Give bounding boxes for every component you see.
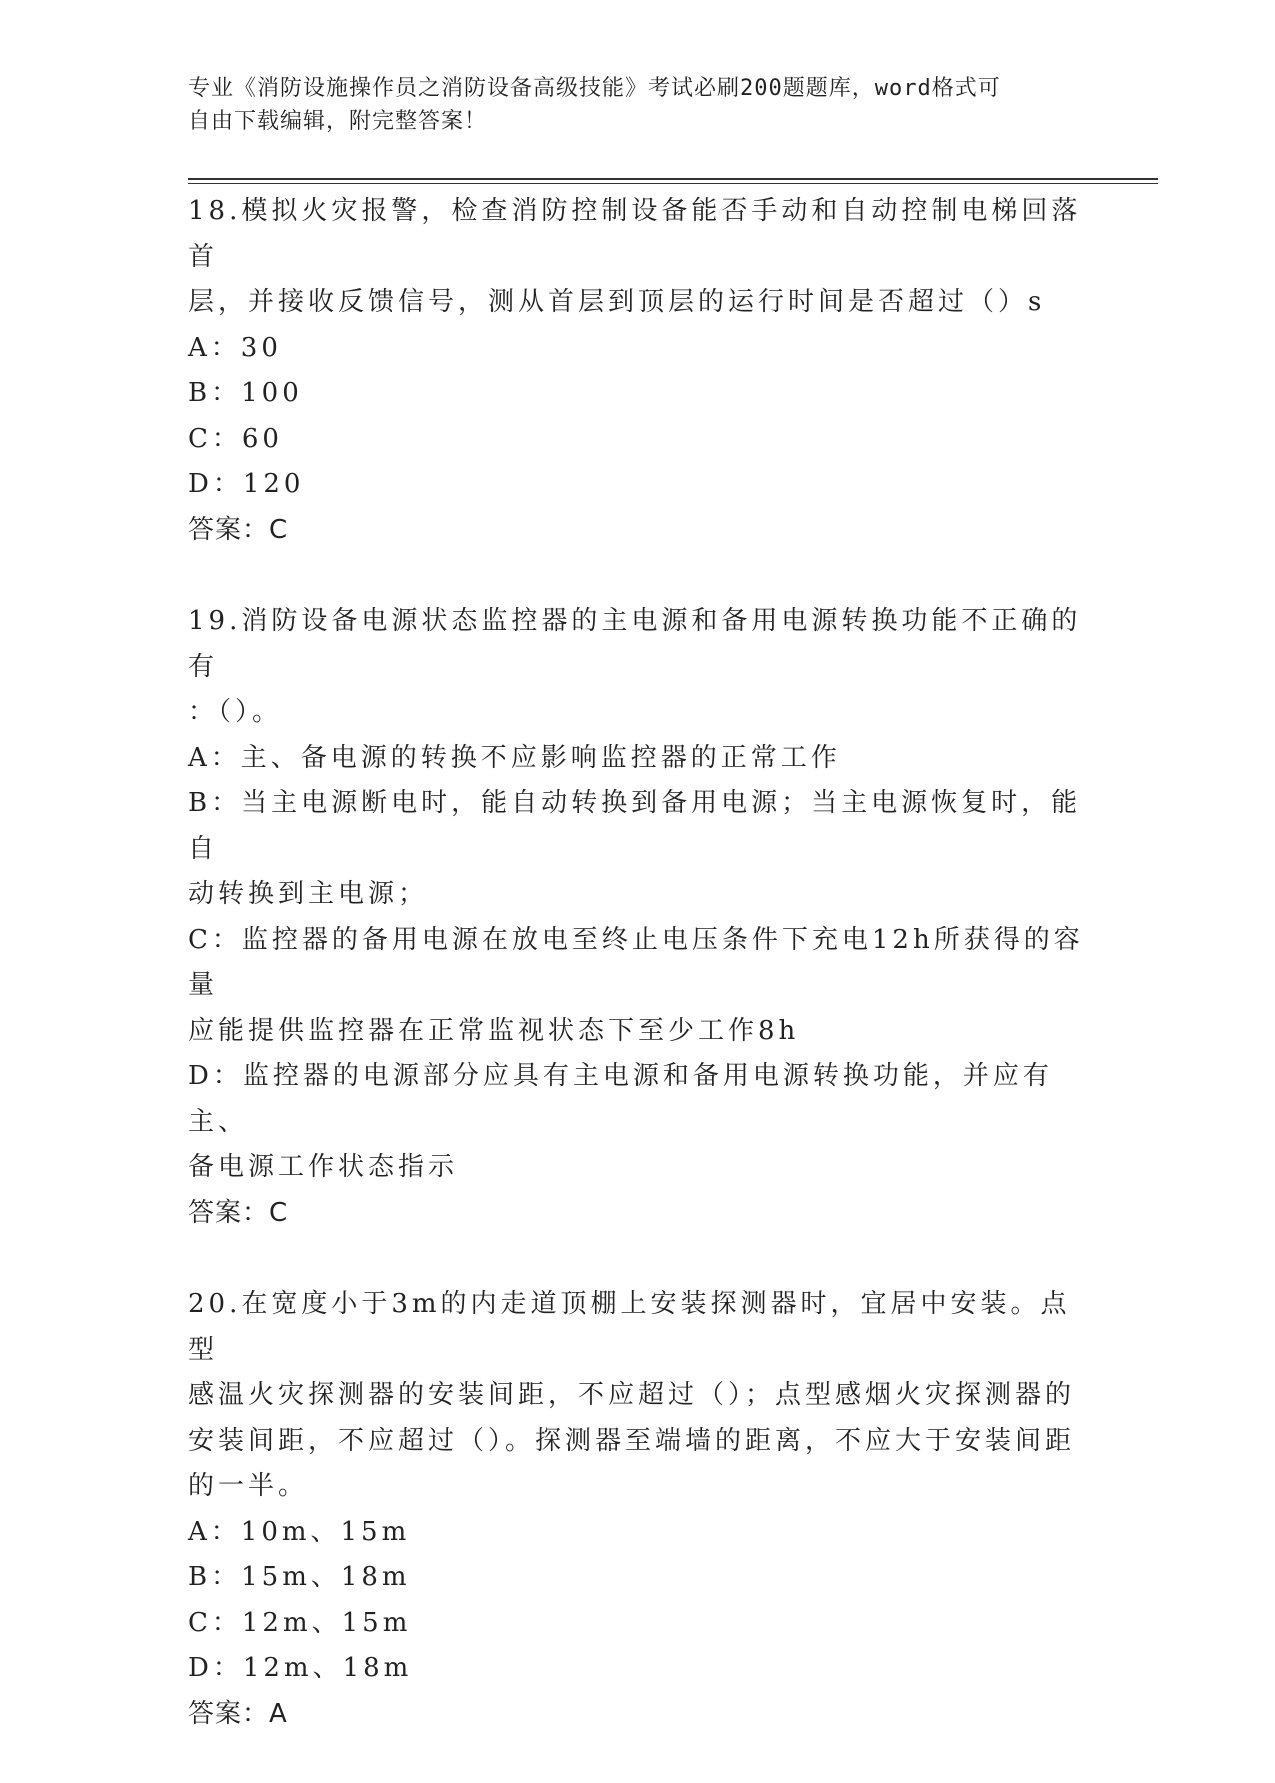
question-stem-line: 层，并接收反馈信号，测从首层到顶层的运行时间是否超过（）s <box>188 287 1046 317</box>
question-stem-line: 19.消防设备电源状态监控器的主电源和备用电源转换功能不正确的有 <box>188 606 1082 682</box>
option-a: A：主、备电源的转换不应影响监控器的正常工作 <box>188 742 841 773</box>
document-header <box>188 72 1068 138</box>
option-d: D：12m、18m <box>188 1653 413 1683</box>
option-b: B：当主电源断电时，能自动转换到备用电源；当主电源恢复时，能自 <box>188 788 1082 864</box>
option-c: C：60 <box>188 423 283 454</box>
option-b: B：15m、18m <box>188 1562 411 1592</box>
option-d-cont: 备电源工作状态指示 <box>188 1152 459 1182</box>
header-divider-thick <box>188 178 1158 180</box>
option-c: C：12m、15m <box>188 1607 412 1638</box>
question-stem-line: 安装间距，不应超过（）。探测器至端墙的距离，不应大于安装间距 <box>188 1425 1076 1456</box>
header-divider-thin <box>188 183 1158 184</box>
option-a: A：30 <box>188 332 282 363</box>
question-20 <box>188 1282 1088 1737</box>
question-19 <box>188 599 1088 1236</box>
question-stem-line: 18.模拟火灾报警，检查消防控制设备能否手动和自动控制电梯回落首 <box>188 196 1082 272</box>
answer-text: 答案：A <box>188 1698 288 1729</box>
option-a: A：10m、15m <box>188 1516 411 1547</box>
option-d: D：120 <box>188 469 305 499</box>
question-stem-line: ：（）。 <box>188 697 283 727</box>
answer-text: 答案：C <box>188 1197 289 1228</box>
option-c: C：监控器的备用电源在放电至终止电压条件下充电12h所获得的容量 <box>188 924 1084 1000</box>
option-b-cont: 动转换到主电源； <box>188 879 429 909</box>
option-d: D：监控器的电源部分应具有主电源和备用电源转换功能，并应有主、 <box>188 1061 1053 1137</box>
question-stem-line: 的一半。 <box>188 1471 309 1501</box>
header-line-1: 专业《消防设施操作员之消防设备高级技能》考试必刷200题题库，word格式可 <box>188 76 1001 101</box>
option-c-cont: 应能提供监控器在正常监视状态下至少工作8h <box>188 1015 800 1046</box>
header-line-2: 自由下载编辑，附完整答案！ <box>188 109 488 134</box>
question-18 <box>188 189 1088 553</box>
option-b: B：100 <box>188 378 303 408</box>
question-stem-line: 20.在宽度小于3m的内走道顶棚上安装探测器时，宜居中安装。点型 <box>188 1289 1071 1365</box>
question-list <box>188 189 1088 1783</box>
answer-text: 答案：C <box>188 514 289 545</box>
question-stem-line: 感温火灾探测器的安装间距，不应超过（）；点型感烟火灾探测器的 <box>188 1380 1076 1410</box>
